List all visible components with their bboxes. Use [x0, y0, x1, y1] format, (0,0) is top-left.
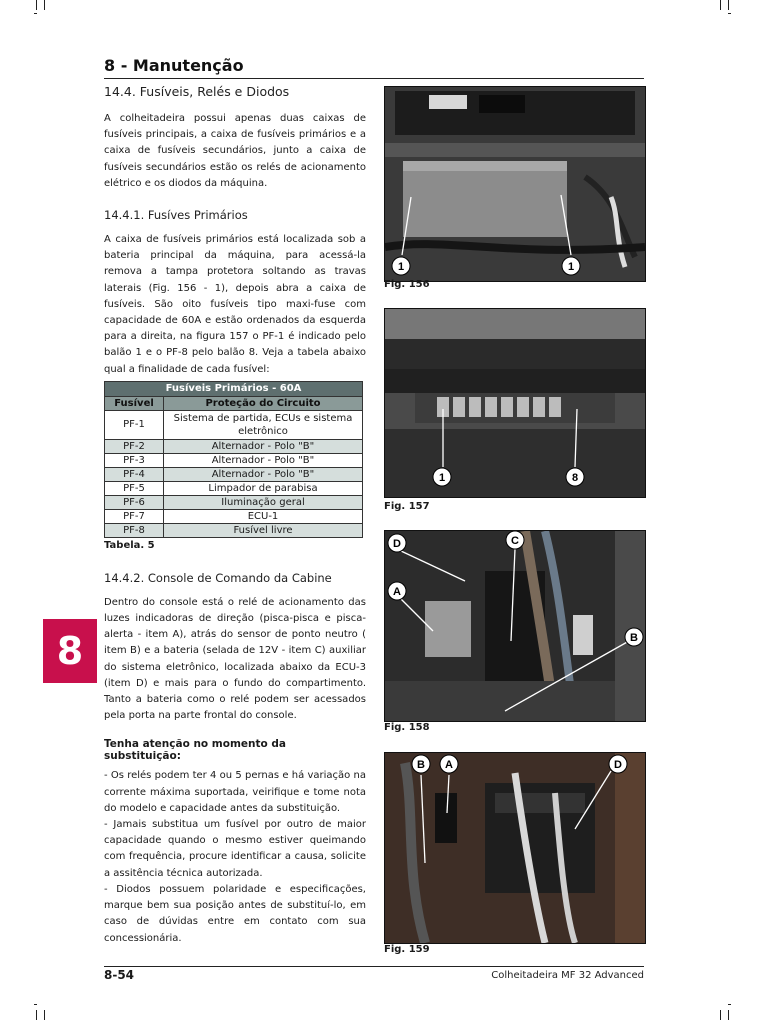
- protection-column-header: Proteção do Circuito: [164, 396, 363, 410]
- balloon-1: [392, 257, 410, 275]
- figure-156-caption: Fig. 156: [384, 279, 430, 290]
- fuse-cell: PF-6: [105, 495, 164, 509]
- svg-text:B: B: [630, 632, 638, 644]
- fuse-cell: PF-3: [105, 453, 164, 467]
- figure-158-caption: Fig. 158: [384, 722, 430, 733]
- svg-text:1: 1: [567, 261, 575, 273]
- protection-cell: Alternador - Polo "B": [164, 453, 363, 467]
- table-row: [105, 509, 363, 523]
- svg-text:D: D: [393, 538, 401, 550]
- table-row: [105, 523, 363, 537]
- attention-item: - Jamais substitua um fusível por outro de maior capacidade quando o mesmo estiver queimando com frequência, procure identificar a causa, solicite a assitência técnica autorizada.: [104, 819, 366, 879]
- figure-157-caption: Fig. 157: [384, 501, 430, 512]
- svg-text:A: A: [393, 586, 401, 598]
- protection-cell: ECU-1: [164, 509, 363, 523]
- balloon-a: [388, 582, 406, 600]
- fuse-cell: PF-1: [105, 410, 164, 439]
- protection-cell: Sistema de partida, ECUs e sistema eletrônico: [164, 410, 363, 439]
- fuse-table: [104, 381, 363, 538]
- table-row: [105, 467, 363, 481]
- svg-text:1: 1: [397, 261, 405, 273]
- figure-159-photo: [384, 752, 646, 944]
- protection-cell: Fusível livre: [164, 523, 363, 537]
- crop-mark-bottom-right: [718, 1004, 732, 1018]
- table-label: Tabela. 5: [104, 539, 155, 551]
- figure-157-photo: [384, 308, 646, 498]
- subsection-console-heading: 14.4.2. Console de Comando da Cabine: [104, 570, 332, 585]
- subsection-primary-fuses-heading: 14.4.1. Fusíves Primários: [104, 208, 248, 223]
- balloon-1: [433, 468, 451, 486]
- subsection-primary-fuses-text: A caixa de fusíveis primários está localizada sob a bateria principal da máquina, para acessá-la remova a tampa protetora soltando as travas laterais (Fig. 156 - 1), depois abra a caixa de fusíveis. São oito fusíveis tipo maxi-fuse com capacidade de 60A e estão ordenados da esquerda para a direita, na figura 157 o PF-1 é indicado pelo balão 1 e o PF-8 pelo balão 8. Veja a tabela abaixo qual a finalidade de cada fusível:: [104, 234, 366, 375]
- balloon-b: [412, 755, 430, 773]
- crop-mark-bottom-left: [34, 1004, 48, 1018]
- fuse-cell: PF-4: [105, 467, 164, 481]
- balloon-d: [388, 534, 406, 552]
- svg-text:A: A: [445, 759, 453, 771]
- text-column: [104, 84, 366, 947]
- table-row: [105, 410, 363, 439]
- svg-text:1: 1: [438, 472, 446, 484]
- figure-158-photo: [384, 530, 646, 722]
- balloon-a: [440, 755, 458, 773]
- protection-cell: Alternador - Polo "B": [164, 467, 363, 481]
- balloon-c: [506, 531, 524, 549]
- fuse-column-header: Fusível: [105, 396, 164, 410]
- attention-title: Tenha atenção no momento da substituição:: [104, 738, 286, 763]
- svg-text:B: B: [417, 759, 425, 771]
- protection-cell: Iluminação geral: [164, 495, 363, 509]
- crop-mark-top-left: [34, 0, 48, 14]
- balloon-b: [625, 628, 643, 646]
- svg-text:C: C: [511, 535, 519, 547]
- page-number: 8-54: [104, 968, 135, 982]
- table-row: [105, 453, 363, 467]
- section-heading: 14.4. Fusíveis, Relés e Diodos: [104, 84, 290, 99]
- figure-156-photo: [384, 86, 646, 282]
- figure-159-caption: Fig. 159: [384, 944, 430, 955]
- table-row: [105, 439, 363, 453]
- fuse-cell: PF-5: [105, 481, 164, 495]
- fuse-cell: PF-8: [105, 523, 164, 537]
- svg-text:D: D: [614, 759, 622, 771]
- fuse-cell: PF-2: [105, 439, 164, 453]
- fuse-cell: PF-7: [105, 509, 164, 523]
- chapter-side-tab: 8: [43, 619, 97, 683]
- balloon-1: [562, 257, 580, 275]
- crop-mark-top-right: [718, 0, 732, 14]
- footer-product-name: Colheitadeira MF 32 Advanced: [491, 970, 644, 981]
- svg-text:8: 8: [571, 472, 579, 484]
- chapter-title: 8 - Manutenção: [104, 56, 644, 79]
- attention-item: - Os relés podem ter 4 ou 5 pernas e há variação na corrente máxima suportada, veirifique e tome nota do modelo e capacidade antes da substituição.: [104, 770, 366, 814]
- footer-divider: [104, 966, 644, 967]
- protection-cell: Limpador de parabisa: [164, 481, 363, 495]
- subsection-console-text: Dentro do console está o relé de acionamento das luzes indicadoras de direção (pisca-pisca e pisca-alerta - item A), atrás do sensor de ponto neutro ( item B) e a bateria (selada de 12V - item C) auxiliar do sistema eletrônico, localizada abaixo da ECU-3 (item D) e mais para o fundo do compartimento. Tanto a bateria como o relé podem ser acessados pela porta na parte frontal do console.: [104, 596, 366, 722]
- balloon-8: [566, 468, 584, 486]
- attention-item: - Diodos possuem polaridade e especificações, marque bem sua posição antes de substituí-lo, em caso de dúvidas entre em contato com sua concessionária.: [104, 883, 366, 944]
- section-intro: A colheitadeira possui apenas duas caixas de fusíveis principais, a caixa de fusíveis primários e a caixa de fusíveis secundários, junto a caixa de fusíveis secundários estão os relés de acionamento elétrico e os diodos da máquina.: [104, 113, 366, 189]
- table-row: [105, 495, 363, 509]
- fuse-table-caption: Fusíveis Primários - 60A: [105, 381, 363, 396]
- balloon-d: [609, 755, 627, 773]
- table-row: [105, 481, 363, 495]
- protection-cell: Alternador - Polo "B": [164, 439, 363, 453]
